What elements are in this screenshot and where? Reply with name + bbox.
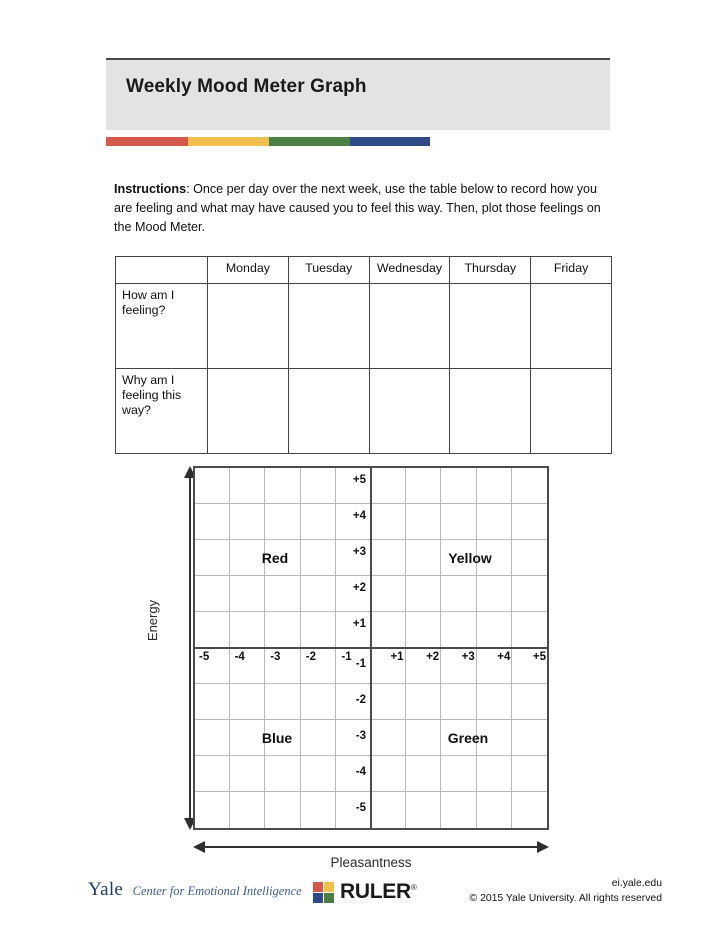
mood-meter-cell[interactable] (265, 576, 300, 612)
x-tick-plus-3: +3 (461, 651, 475, 663)
mood-meter-cell[interactable] (477, 504, 512, 540)
mood-meter-cell[interactable] (477, 684, 512, 720)
weekly-record-table (115, 256, 612, 454)
x-tick-minus-1: -1 (341, 651, 352, 663)
page-header-band (106, 58, 610, 130)
mood-meter-cell[interactable] (265, 504, 300, 540)
mood-meter-cell[interactable] (512, 468, 547, 504)
mood-meter-cell[interactable] (195, 468, 230, 504)
ruler-registered-mark: ® (410, 883, 417, 892)
row-label-how-am-i-feeling: How am I feeling? (116, 284, 208, 369)
mood-meter-cell[interactable] (406, 612, 441, 648)
table-column-header-friday: Friday (531, 257, 612, 284)
yale-logo (88, 879, 302, 901)
horizontal-axis-line (195, 647, 547, 649)
table-column-header-wednesday: Wednesday (369, 257, 450, 284)
mood-meter-cell[interactable] (477, 612, 512, 648)
mood-meter-cell[interactable] (371, 792, 406, 828)
mood-meter-cell[interactable] (265, 612, 300, 648)
instructions-text: : Once per day over the next week, use the table below to record how you are feeling and what may have caused you to feel this way. Then, plot those feelings on the Mood Meter. (114, 182, 601, 234)
mood-meter-cell[interactable] (371, 756, 406, 792)
mood-meter-cell[interactable] (441, 576, 476, 612)
mood-meter-cell[interactable] (371, 504, 406, 540)
y-tick-minus-1: -1 (355, 658, 366, 670)
page-footer (0, 876, 728, 916)
mood-meter-cell[interactable] (512, 684, 547, 720)
table-corner-cell (116, 257, 208, 284)
table-header-row (116, 257, 612, 284)
mood-meter-cell[interactable] (406, 756, 441, 792)
x-tick-minus-2: -2 (305, 651, 317, 663)
yale-wordmark: Yale (88, 879, 124, 900)
mood-meter-cell[interactable] (371, 540, 406, 576)
x-tick-minus-3: -3 (270, 651, 281, 663)
mood-meter-cell[interactable] (406, 576, 441, 612)
footer-website: ei.yale.edu (611, 878, 662, 889)
mood-meter-chart (145, 455, 580, 870)
mood-meter-cell[interactable] (265, 792, 300, 828)
footer-copyright: © 2015 Yale University. All rights reserved (469, 893, 662, 904)
y-tick-plus-3: +3 (352, 546, 366, 558)
mood-meter-cell[interactable] (477, 792, 512, 828)
mood-meter-cell[interactable] (441, 612, 476, 648)
mood-meter-cell[interactable] (441, 684, 476, 720)
x-axis-label: Pleasantness (330, 855, 412, 870)
x-tick-plus-5: +5 (532, 651, 546, 663)
mood-meter-cell[interactable] (371, 468, 406, 504)
mood-meter-cell[interactable] (230, 468, 265, 504)
y-tick-minus-2: -2 (355, 694, 366, 706)
y-tick-plus-4: +4 (352, 510, 366, 522)
cell-feeling-thursday[interactable] (450, 284, 531, 369)
brand-color-bar (106, 137, 430, 146)
mood-meter-cell[interactable] (512, 612, 547, 648)
mood-meter-cell[interactable] (265, 684, 300, 720)
x-tick-minus-5: -5 (199, 651, 210, 663)
color-bar-segment-red (106, 137, 188, 146)
y-tick-minus-3: -3 (355, 730, 366, 742)
quadrant-label-red: Red (261, 550, 289, 566)
y-tick-plus-1: +1 (352, 618, 366, 630)
mood-meter-cell[interactable] (195, 684, 230, 720)
mood-meter-cell[interactable] (230, 684, 265, 720)
yale-center-subtitle: Center for Emotional Intelligence (132, 884, 302, 898)
cell-feeling-wednesday[interactable] (369, 284, 450, 369)
cell-feeling-friday[interactable] (531, 284, 612, 369)
instructions-paragraph (114, 180, 606, 237)
mood-meter-cell[interactable] (195, 504, 230, 540)
ruler-square-green (324, 893, 334, 903)
cell-why-friday[interactable] (531, 369, 612, 454)
mood-meter-cell[interactable] (477, 756, 512, 792)
mood-meter-cell[interactable] (230, 756, 265, 792)
mood-meter-cell[interactable] (512, 504, 547, 540)
mood-meter-cell[interactable] (441, 756, 476, 792)
mood-meter-cell[interactable] (441, 792, 476, 828)
mood-meter-cell[interactable] (195, 756, 230, 792)
row-label-why-am-i-feeling-this-way: Why am I feeling this way? (116, 369, 208, 454)
y-axis-label: Energy (145, 599, 161, 642)
x-tick-plus-1: +1 (390, 651, 404, 663)
cell-why-monday[interactable] (208, 369, 289, 454)
table-row (116, 369, 612, 454)
mood-meter-cell[interactable] (195, 792, 230, 828)
mood-meter-cell[interactable] (230, 504, 265, 540)
cell-feeling-monday[interactable] (208, 284, 289, 369)
quadrant-label-green: Green (447, 730, 489, 746)
x-tick-minus-4: -4 (234, 651, 245, 663)
table-column-header-monday: Monday (208, 257, 289, 284)
mood-meter-cell[interactable] (477, 468, 512, 504)
pleasantness-axis-arrow-icon (193, 840, 549, 854)
mood-meter-cell[interactable] (441, 504, 476, 540)
mood-meter-cell[interactable] (371, 576, 406, 612)
mood-meter-cell[interactable] (477, 576, 512, 612)
cell-why-wednesday[interactable] (369, 369, 450, 454)
quadrant-label-yellow: Yellow (448, 550, 492, 566)
mood-meter-cell[interactable] (406, 684, 441, 720)
color-bar-segment-yellow (188, 137, 270, 146)
y-tick-minus-5: -5 (355, 802, 366, 814)
cell-why-tuesday[interactable] (288, 369, 369, 454)
ruler-wordmark-text: RULER (340, 880, 411, 903)
cell-why-thursday[interactable] (450, 369, 531, 454)
color-bar-segment-green (269, 137, 349, 146)
ruler-logo (313, 880, 416, 904)
quadrant-label-blue: Blue (261, 730, 293, 746)
mood-meter-cell[interactable] (230, 576, 265, 612)
cell-feeling-tuesday[interactable] (288, 284, 369, 369)
y-tick-plus-2: +2 (352, 582, 366, 594)
mood-meter-cell[interactable] (406, 792, 441, 828)
footer-legal (470, 876, 662, 906)
ruler-square-yellow (324, 882, 334, 892)
mood-meter-cell[interactable] (512, 576, 547, 612)
mood-meter-cell[interactable] (371, 720, 406, 756)
x-tick-plus-2: +2 (426, 651, 440, 663)
ruler-squares-icon (313, 882, 334, 903)
mood-meter-cell[interactable] (512, 756, 547, 792)
mood-meter-cell[interactable] (512, 792, 547, 828)
ruler-square-blue (313, 893, 323, 903)
color-bar-segment-blue (350, 137, 430, 146)
mood-meter-cell[interactable] (371, 612, 406, 648)
mood-meter-cell[interactable] (230, 792, 265, 828)
ruler-wordmark (340, 880, 416, 904)
instructions-label: Instructions (114, 182, 187, 196)
mood-meter-cell[interactable] (265, 468, 300, 504)
x-tick-plus-4: +4 (497, 651, 511, 663)
mood-meter-cell[interactable] (265, 756, 300, 792)
mood-meter-cell[interactable] (195, 612, 230, 648)
table-column-header-tuesday: Tuesday (288, 257, 369, 284)
y-tick-minus-4: -4 (355, 766, 366, 778)
mood-meter-cell[interactable] (406, 468, 441, 504)
mood-meter-plot-area[interactable] (193, 466, 549, 830)
table-column-header-thursday: Thursday (450, 257, 531, 284)
page-title: Weekly Mood Meter Graph (126, 76, 367, 97)
mood-meter-cell[interactable] (371, 684, 406, 720)
mood-meter-cell[interactable] (195, 576, 230, 612)
mood-meter-cell[interactable] (441, 468, 476, 504)
y-tick-plus-5: +5 (352, 474, 366, 486)
mood-meter-cell[interactable] (406, 504, 441, 540)
table-row (116, 284, 612, 369)
mood-meter-cell[interactable] (230, 612, 265, 648)
ruler-square-red (313, 882, 323, 892)
